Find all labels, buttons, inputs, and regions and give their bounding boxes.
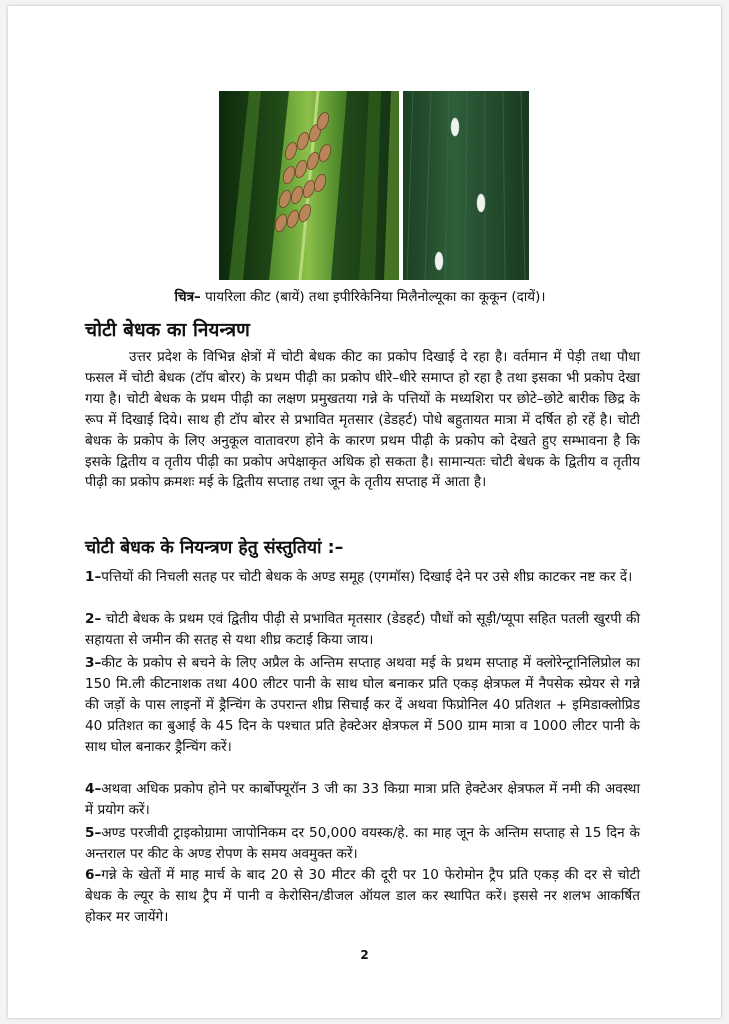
cocoon-photo <box>403 91 529 280</box>
recommendation-number: 1– <box>85 569 102 585</box>
page-number: 2 <box>360 948 369 962</box>
section-heading-recommendations: चोटी बेधक के नियन्त्रण हेतु संस्तुतियां :– <box>85 538 344 558</box>
intro-paragraph: उत्तर प्रदेश के विभिन्न क्षेत्रों में चोटी बेधक कीट का प्रकोप दिखाई दे रहा है। वर्तमान में पेड़ी तथा पौधा फसल में चोटी बेधक (टॉप बोरर) के प्रथम पीढ़ी का प्रकोप धीरे–धीरे समाप्त हो रहा है तथा इसका भी प्रकोप देखा गया है। चोटी बेधक के प्रथम पीढ़ी का लक्षण प्रमुखतया गन्ने के पत्तियों के मध्यशिरा पर छोटे–छोटे बारीक छिद्र के रूप में दिखाई दिये। साथ ही टॉप बोरर से प्रभावित मृतसार (डेडहर्ट) पोधे बहुतायत मात्रा में दर्षित हो रहें है। चोटी बेधक के प्रकोप के लिए अनुकूल वातावरण होने के कारण प्रथम पीढ़ी के प्रकोप को देखते हुए सम्भावना है कि इसके द्वितीय व तृतीय पीढ़ी का प्रकोप अपेक्षाकृत अधिक हो सकता है। सामान्यतः चोटी बेधक के द्वितीय व तृतीय पीढ़ी का प्रकोप क्रमशः मई के द्वितीय सप्ताह तथा जून के तृतीय सप्ताह में आता है। <box>85 349 640 491</box>
recommendation-item <box>85 779 640 821</box>
pyrilla-photo-svg <box>219 91 399 280</box>
caption-text: पायरिला कीट (बायें) तथा इपीरिकेनिया मिलैनोल्यूका का कूकून (दायें)। <box>205 289 546 305</box>
recommendation-item <box>85 653 640 758</box>
recommendation-text: गन्ने के खेतों में माह मार्च के बाद 20 से 30 मीटर की दूरी पर 10 फेरोमोन ट्रैप प्रति एकड़ की दर से चोटी बेधक के ल्यूर के साथ ट्रैप में पानी व केरोसिन/डीजल ऑयल डाल कर स्थापित करें। इससे नर शलभ आकर्षित होकर मर जायेंगे। <box>85 867 640 925</box>
recommendation-text: कीट के प्रकोप से बचने के लिए अप्रैल के अन्तिम सप्ताह अथवा मई के प्रथम सप्ताह में क्लोरेन्ट्रानिलिप्रोल का 150 मि.ली कीटनाशक तथा 400 लीटर पानी के साथ घोल बनाकर प्रति एकड़ क्षेत्रफल में नैपसेक स्प्रेयर से गन्ने की जड़ों के पास लाइनों में ड्रैन्चिंग के उपरान्त शीघ्र सिचाईं कर दें अथवा फिप्रोनिल 40 प्रतिशत + इमिडाक्लोप्रिड 40 प्रतिशत का बुआई के 45 दिन के पश्चात प्रति हेक्टेअर क्षेत्रफल में 500 ग्राम मात्रा व 1000 लीटर पानी के साथ घोल बनाकर ड्रैन्चिंग करें। <box>85 655 640 755</box>
recommendation-number: 4– <box>85 781 102 797</box>
pyrilla-photo <box>219 91 399 280</box>
figure-images <box>219 91 529 280</box>
recommendation-number: 3– <box>85 655 102 671</box>
recommendation-item <box>85 823 640 865</box>
recommendation-number: 2– <box>85 611 102 627</box>
recommendation-number: 6– <box>85 867 102 883</box>
caption-label: चित्र– <box>174 289 201 305</box>
recommendation-text: चोटी बेधक के प्रथम एवं द्वितीय पीढ़ी से प्रभावित मृतसार (डेडहर्ट) पौधों को सूड़ी/प्यूपा सहित पतली खुरपी की सहायता से जमीन की सतह से यथा शीघ्र कटाई किया जाय। <box>85 611 640 648</box>
recommendation-number: 5– <box>85 825 102 841</box>
section-heading-control: चोटी बेधक का नियन्त्रण <box>85 319 250 341</box>
cocoon-photo-svg <box>403 91 529 280</box>
recommendation-text: पत्तियों की निचली सतह पर चोटी बेधक के अण्ड समूह (एगमॉस) दिखाई देने पर उसे शीघ्र काटकर नष्ट कर दें। <box>101 569 633 585</box>
recommendation-item <box>85 567 640 588</box>
recommendation-text: अण्ड परजीवी ट्राइकोग्रामा जापोनिकम दर 50,000 वयस्क/हे. का माह जून के अन्तिम सप्ताह से 15 दिन के अन्तराल पर कीट के अण्ड रोपण के समय अवमुक्त करें। <box>85 825 640 862</box>
recommendation-text: अथवा अधिक प्रकोप होने पर कार्बोफ्यूरॉन 3 जी का 33 किग्रा मात्रा प्रति हेक्टेअर क्षेत्रफल में नमी की अवस्था में प्रयोग करें। <box>85 781 640 818</box>
figure-caption <box>60 287 660 307</box>
recommendation-item <box>85 865 640 928</box>
recommendation-item <box>85 609 640 651</box>
